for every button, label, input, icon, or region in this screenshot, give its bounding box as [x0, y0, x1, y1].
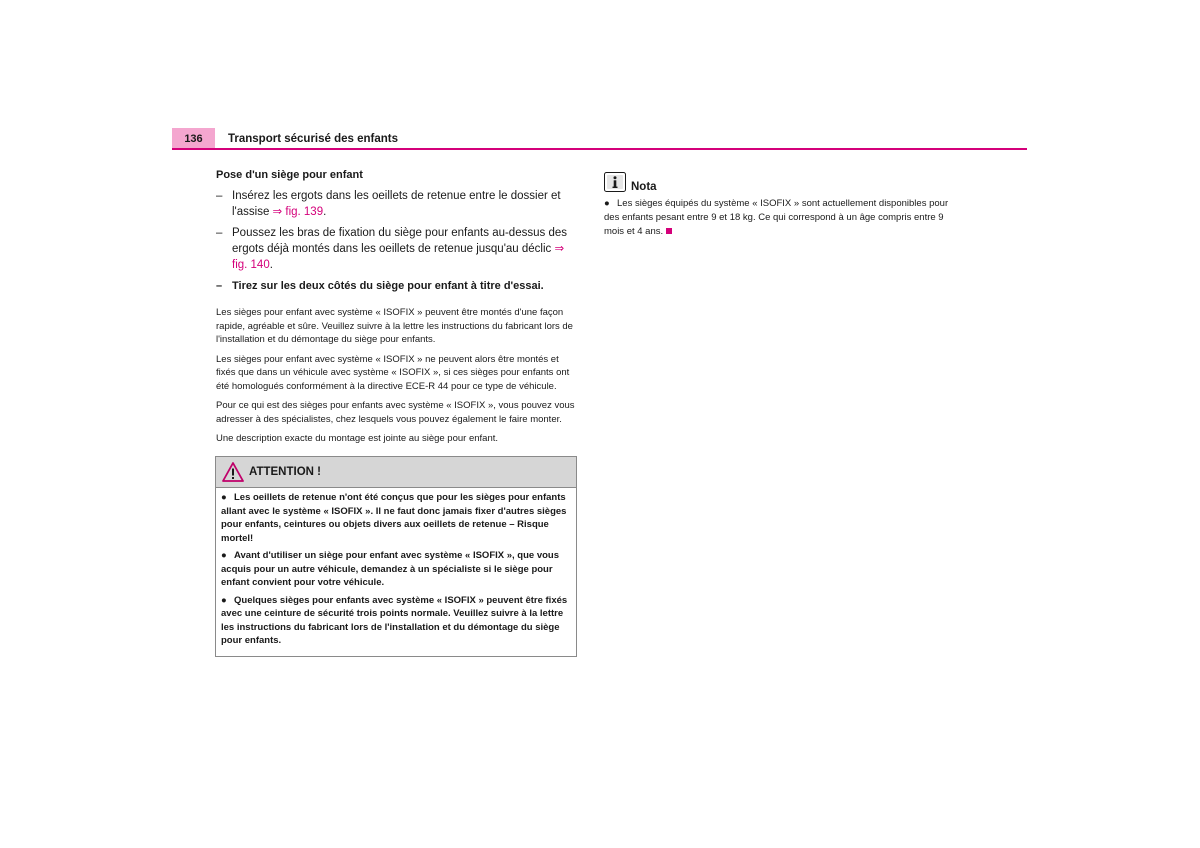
paragraph: Les sièges pour enfant avec système « ISOFIX » ne peuvent alors être montés et fixés que dans un véhicule avec système « ISOFIX », si ces sièges pour enfants ont été homologués conformément à la directive ECE-R 44 pour ce type de véhicule.: [216, 353, 570, 392]
bullet-icon: ●: [221, 550, 227, 561]
warning-item: [221, 491, 571, 545]
paragraph: Les sièges pour enfant avec système « ISOFIX » peuvent être montés d'une façon rapide, agréable et sûre. Veuillez suivre à la lettre les instructions du fabricant lors de l'installation et du démontage du siège pour enfants.: [216, 307, 573, 345]
right-column: [604, 172, 964, 239]
step-text: Poussez les bras de fixation du siège pour enfants au-dessus des ergots déjà montés dans les oeillets de retenue jusqu'au déclic: [232, 227, 567, 255]
figure-link[interactable]: ⇒ fig. 140: [232, 243, 565, 271]
warning-title: ATTENTION !: [249, 466, 321, 478]
paragraph: Pour ce qui est des sièges pour enfants avec système « ISOFIX », vous pouvez vous adresser à des spécialistes, chez lesquels vous pouvez également le faire monter.: [216, 400, 575, 425]
figure-link[interactable]: ⇒ fig. 139: [272, 206, 324, 218]
step-text: Insérez les ergots dans les oeillets de retenue entre le dossier et l'assise: [232, 190, 561, 218]
nota-text: [604, 197, 964, 239]
nota-header: [604, 172, 964, 194]
nota-body: Les sièges équipés du système « ISOFIX » sont actuellement disponibles pour des enfants pesant entre 9 et 18 kg. Ce qui correspond à un âge compris entre 9 mois et 4 ans.: [604, 198, 949, 237]
section-title: Pose d'un siège pour enfant: [216, 169, 363, 181]
step-end: .: [323, 206, 327, 218]
body-paragraphs: [216, 306, 578, 446]
bullet-icon: ●: [221, 492, 227, 503]
warning-item-text: Les oeillets de retenue n'ont été conçus que pour les sièges pour enfants allant avec le système « ISOFIX ». Il ne faut donc jamais fixer d'autres sièges pour enfants, ceintures ou objets divers aux oeillets de retenue – Risque mortel!: [221, 492, 567, 544]
page-header: [172, 128, 1027, 150]
warning-header: [216, 457, 576, 488]
nota-title: Nota: [631, 181, 657, 193]
bullet-icon: ●: [221, 594, 227, 606]
step-end: .: [269, 259, 273, 271]
info-note-icon: [604, 172, 626, 192]
end-of-section-icon: [666, 228, 672, 234]
step-dash: –: [216, 280, 223, 292]
step-item: [216, 188, 578, 220]
warning-item: [221, 549, 571, 590]
left-column: [216, 168, 578, 452]
step-dash: –: [216, 190, 223, 202]
step-text: Tirez sur les deux côtés du siège pour enfant à titre d'essai.: [232, 280, 544, 292]
chapter-title: Transport sécurisé des enfants: [228, 133, 399, 145]
warning-body: [216, 488, 576, 656]
warning-triangle-icon: [222, 462, 244, 482]
page-number: 136: [172, 128, 215, 148]
paragraph: Une description exacte du montage est jointe au siège pour enfant.: [216, 433, 499, 444]
bullet-icon: ●: [604, 198, 610, 209]
step-item: [216, 278, 578, 294]
warning-box: [215, 456, 577, 657]
warning-item-text: Avant d'utiliser un siège pour enfant avec système « ISOFIX », que vous acquis pour un autre véhicule, demandez à un spécialiste si le siège pour enfant convient pour votre véhicule.: [221, 550, 560, 588]
step-dash: –: [216, 227, 223, 239]
step-item: [216, 225, 578, 273]
warning-item: [221, 594, 571, 648]
warning-item-text: Quelques sièges pour enfants avec système « ISOFIX » peuvent être fixés avec une ceinture de sécurité trois points normale. Veuillez suivre à la lettre les instructions du fabricant lors de l'installation et du démontage du siège pour enfants.: [221, 594, 568, 646]
